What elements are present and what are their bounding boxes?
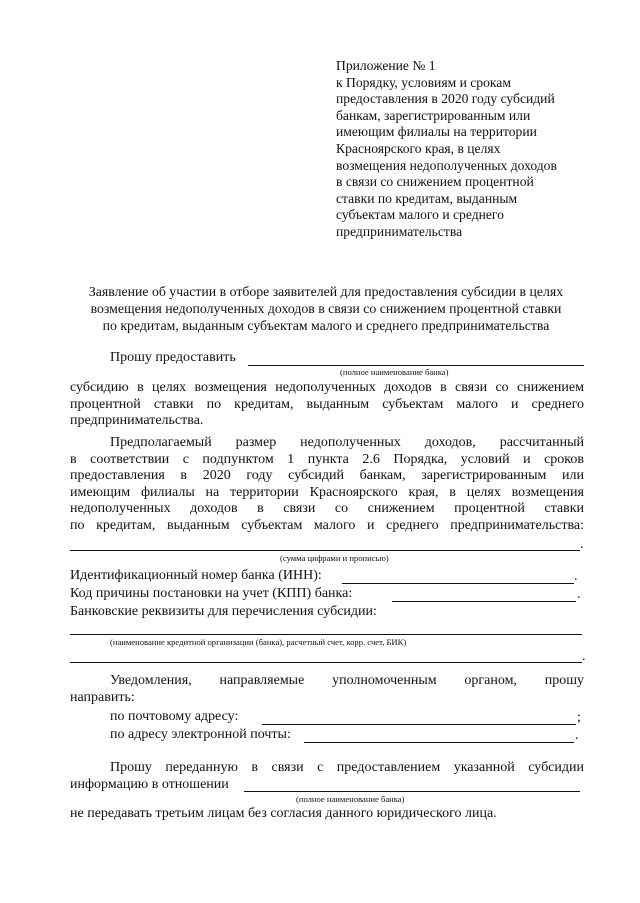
postal-address-field[interactable] — [262, 724, 576, 725]
request-line: процентной ставки по кредитам, выданным субъектам малого и среднего — [70, 396, 584, 412]
kpp-label: Код причины постановки на учет (КПП) банка: — [70, 586, 353, 601]
sum-caption: (сумма цифрами и прописью) — [280, 553, 389, 563]
estimate-line: Предполагаемый размер недополученных доходов, рассчитанный — [110, 435, 584, 450]
request-line: предпринимательства. — [70, 413, 204, 428]
requisites-field-second[interactable] — [70, 662, 582, 663]
bank-ids-section — [70, 568, 590, 668]
request-line: субсидию в целях возмещения недополученных доходов в связи со снижением — [70, 380, 584, 395]
appendix-line: Приложение № 1 — [336, 58, 436, 73]
appendix-line: предпринимательства — [336, 223, 463, 239]
privacy-line: информацию в отношении — [70, 777, 229, 792]
request-lead: Прошу предоставить — [110, 350, 236, 365]
estimate-line: по кредитам, выданным субъектам малого и среднего предпринимательства: — [70, 517, 584, 533]
privacy-line: не передавать третьим лицам без согласия данного юридического лица. — [70, 806, 497, 821]
requisites-label: Банковские реквизиты для перечисления субсидии: — [70, 604, 377, 619]
title-line: по кредитам, выданным субъектам малого и среднего предпринимательства — [102, 318, 550, 333]
kpp-end-mark: . — [577, 587, 581, 602]
notifications-line: Уведомления, направляемые уполномоченным органом, прошу — [110, 673, 584, 688]
privacy-section — [70, 760, 590, 830]
appendix-line: ставки по кредитам, выданным — [336, 190, 518, 206]
appendix-header — [336, 58, 596, 241]
appendix-line: возмещения недополученных доходов — [336, 157, 557, 173]
postal-label: по почтовому адресу: — [110, 709, 239, 724]
estimate-line: недополученных доходов в связи со снижением процентной ставки — [70, 501, 584, 516]
bank-name-caption: (полное наименование банка) — [340, 367, 449, 377]
appendix-line: субъектам малого и среднего — [336, 207, 504, 223]
notifications-section — [70, 673, 590, 748]
appendix-line: Красноярского края, в целях — [336, 140, 501, 156]
appendix-line: имеющим филиалы на территории — [336, 124, 537, 140]
estimate-line: имеющим филиалы на территории Красноярского края, в целях возмещения — [70, 484, 584, 500]
privacy-bank-field[interactable] — [244, 791, 580, 792]
email-end-mark: . — [575, 728, 579, 743]
requisites-end-mark: . — [582, 649, 586, 664]
appendix-line: предоставления в 2020 году субсидий — [336, 91, 555, 107]
inn-label: Идентификационный номер банка (ИНН): — [70, 568, 322, 583]
requisites-caption: (наименование кредитной организации (банка), расчетный счет, корр. счет, БИК) — [110, 637, 407, 647]
inn-field[interactable] — [342, 583, 574, 584]
privacy-line: Прошу переданную в связи с предоставлением указанной субсидии — [110, 760, 584, 775]
privacy-bank-caption: (полное наименование банка) — [296, 794, 405, 804]
postal-end-mark: ; — [577, 710, 581, 725]
appendix-line: к Порядку, условиям и срокам — [336, 74, 511, 90]
email-label: по адресу электронной почты: — [110, 727, 291, 742]
appendix-line: банкам, зарегистрированным или — [336, 107, 531, 123]
appendix-line: в связи со снижением процентной — [336, 174, 534, 190]
title-line: возмещения недополученных доходов в связи со снижением процентной ставки — [90, 301, 562, 316]
notifications-line: направить: — [70, 690, 135, 705]
kpp-field[interactable] — [392, 601, 576, 602]
document-title — [60, 283, 592, 334]
request-paragraph — [70, 350, 590, 430]
estimate-paragraph — [70, 435, 590, 565]
title-line: Заявление об участии в отборе заявителей для предоставления субсидии в целях — [88, 284, 564, 299]
inn-end-mark: . — [574, 569, 578, 584]
sum-end-mark: . — [580, 537, 584, 552]
requisites-field[interactable] — [70, 634, 582, 635]
email-address-field[interactable] — [304, 742, 574, 743]
estimate-line: в соответствии с подпунктом 1 пункта 2.6 Порядка, условий и сроков — [70, 451, 584, 467]
estimate-line: предоставления в 2020 году субсидий банкам, зарегистрированным или — [70, 468, 584, 483]
sum-field[interactable] — [70, 550, 580, 551]
bank-name-field[interactable] — [248, 365, 584, 366]
